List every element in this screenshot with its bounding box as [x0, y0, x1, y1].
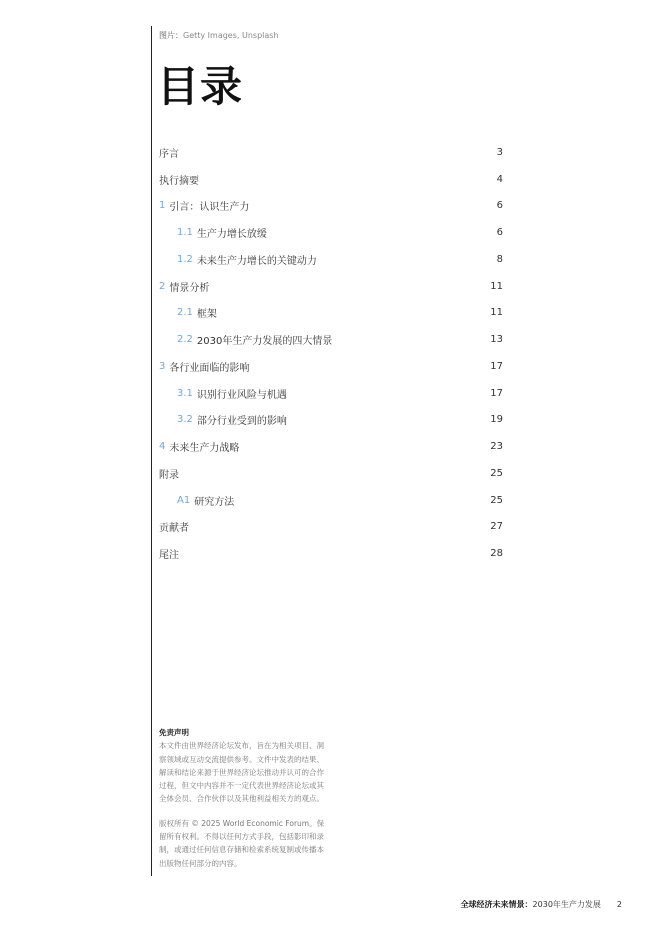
- toc-entry-number: A1: [177, 494, 191, 506]
- copyright-notice: 版权所有 © 2025 World Economic Forum。保留所有权利。不得以任何方式手段，包括影印和录制，或通过任何信息存储和检索系统复制或传播本出版物任何部分的内容。: [159, 818, 325, 868]
- toc-entry-label: 序言: [159, 148, 179, 160]
- toc-entry-label: 贡献者: [159, 523, 189, 535]
- toc-entry[interactable]: [159, 166, 503, 193]
- toc-entry[interactable]: [159, 487, 503, 514]
- toc-entry-page: 25: [490, 467, 503, 479]
- disclaimer: [159, 726, 329, 881]
- toc-entry-label: 未来生产力战略: [169, 443, 240, 455]
- toc-entry-label: 执行摘要: [159, 175, 199, 187]
- toc-entry-page: 23: [490, 441, 503, 453]
- toc-entry-page: 25: [490, 494, 503, 506]
- image-credit-value: Getty Images, Unsplash: [183, 31, 279, 40]
- disclaimer-body: 本文件由世界经济论坛发布，旨在为相关项目、洞察领域或互动交流提供参考。文件中发表的结果、解读和结论来源于世界经济论坛推动并认可的合作过程，但文中内容并不一定代表世界经济论坛或其全体会员、合作伙伴以及其他利益相关方的观点。: [159, 741, 324, 804]
- toc-entry[interactable]: [159, 139, 503, 166]
- toc-entry-page: 19: [490, 414, 503, 426]
- image-credit: [159, 30, 279, 41]
- toc-entry[interactable]: [159, 273, 503, 300]
- toc-entry-number: 1.1: [177, 227, 193, 239]
- toc-entry-number: 2: [159, 280, 166, 292]
- toc-entry-label: 尾注: [159, 550, 179, 562]
- toc-entry[interactable]: [159, 326, 503, 353]
- toc-entry-label: 生产力增长放缓: [196, 229, 267, 241]
- toc-entry-page: 13: [490, 334, 503, 346]
- toc-entry-number: 1: [159, 200, 166, 212]
- toc-entry[interactable]: [159, 407, 503, 434]
- toc-entry-label: 附录: [159, 469, 179, 481]
- page-footer: [461, 899, 622, 910]
- toc-entry-number: 3.2: [177, 414, 193, 426]
- toc-entry-number: 1.2: [177, 253, 193, 265]
- toc-entry-page: 11: [490, 307, 503, 319]
- toc-entry-page: 28: [490, 548, 503, 560]
- toc-entry[interactable]: [159, 193, 503, 220]
- disclaimer-heading: 免责声明: [159, 728, 189, 737]
- toc-entry-label: 2030年生产力发展的四大情景: [196, 336, 333, 348]
- footer-report-subtitle: 2030年生产力发展: [532, 900, 601, 909]
- toc-entry[interactable]: [159, 219, 503, 246]
- toc-entry-page: 17: [490, 387, 503, 399]
- toc-entry-page: 4: [496, 173, 503, 185]
- toc-entry[interactable]: [159, 353, 503, 380]
- toc-entry-page: 17: [490, 360, 503, 372]
- toc-entry-label: 情景分析: [169, 282, 210, 294]
- toc-entry-page: 6: [496, 227, 503, 239]
- page-number: 2: [616, 900, 622, 909]
- toc-entry-number: 3.1: [177, 387, 193, 399]
- toc-entry-number: 3: [159, 360, 166, 372]
- toc-entry[interactable]: [159, 433, 503, 460]
- toc-entry-page: 6: [496, 200, 503, 212]
- toc-entry-label: 部分行业受到的影响: [196, 416, 287, 428]
- toc-entry-page: 27: [490, 521, 503, 533]
- table-of-contents: [159, 139, 503, 567]
- toc-entry-number: 4: [159, 441, 166, 453]
- toc-entry[interactable]: [159, 540, 503, 567]
- left-rule: [151, 26, 152, 876]
- toc-entry-page: 3: [496, 146, 503, 158]
- toc-entry-page: 11: [490, 280, 503, 292]
- toc-entry-label: 各行业面临的影响: [169, 362, 250, 374]
- footer-report-title: 全球经济未来情景：: [460, 900, 533, 909]
- toc-entry-label: 识别行业风险与机遇: [196, 389, 287, 401]
- page-title: 目录: [157, 62, 244, 111]
- toc-entry-number: 2.1: [177, 307, 193, 319]
- toc-entry-label: 未来生产力增长的关键动力: [196, 255, 317, 267]
- toc-entry[interactable]: [159, 514, 503, 541]
- toc-entry[interactable]: [159, 300, 503, 327]
- toc-entry[interactable]: [159, 246, 503, 273]
- toc-entry-label: 框架: [196, 309, 217, 321]
- toc-entry-number: 2.2: [177, 334, 193, 346]
- image-credit-label: 图片：: [159, 31, 183, 40]
- toc-entry-page: 8: [496, 253, 503, 265]
- toc-entry[interactable]: [159, 460, 503, 487]
- toc-entry-label: 研究方法: [194, 496, 235, 508]
- toc-entry[interactable]: [159, 380, 503, 407]
- toc-entry-label: 引言：认识生产力: [169, 202, 250, 214]
